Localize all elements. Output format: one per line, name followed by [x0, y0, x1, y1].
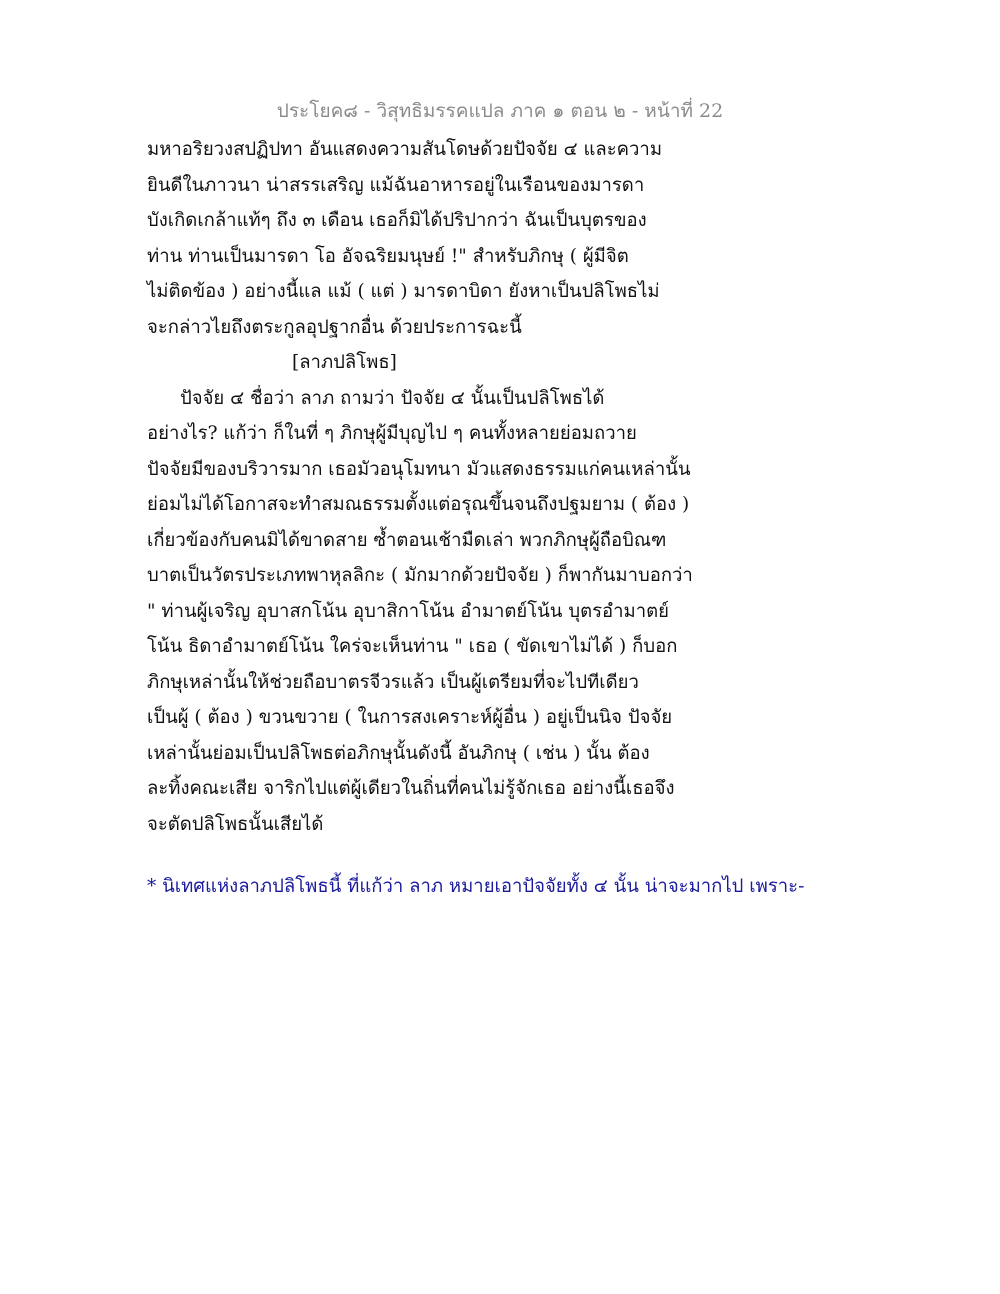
text-line: เหล่านั้นย่อมเป็นปลิโพธต่อภิกษุนั้นดังนี้ อันภิกษุ ( เช่น ) นั้น ต้อง	[147, 742, 650, 764]
text-line: ยินดีในภาวนา น่าสรรเสริญ แม้ฉันอาหารอยู่ในเรือนของมารดา	[147, 174, 645, 196]
text-line: จะตัดปลิโพธนั้นเสียได้	[147, 813, 324, 835]
text-line: ย่อมไม่ได้โอกาสจะทำสมณธรรมตั้งแต่อรุณขึ้นจนถึงปฐมยาม ( ต้อง )	[147, 494, 690, 515]
text-line: เกี่ยวข้องกับคนมิได้ขาดสาย ซ้ำตอนเช้ามืดเล่า พวกภิกษุผู้ถือบิณฑ	[147, 529, 667, 551]
text-line: ปัจจัยมีของบริวารมาก เธอมัวอนุโมทนา มัวแสดงธรรมแก่คนเหล่านั้น	[147, 458, 691, 480]
text-line: ภิกษุเหล่านั้นให้ช่วยถือบาตรจีวรแล้ว เป็นผู้เตรียมที่จะไปทีเดียว	[147, 671, 639, 693]
paragraph-first-line: ปัจจัย ๔ ชื่อว่า ลาภ ถามว่า ปัจจัย ๔ นั้นเป็นปลิโพธได้	[180, 387, 605, 409]
text-line: จะกล่าวไยถึงตระกูลอุปฐากอื่น ด้วยประการฉะนี้	[147, 316, 522, 338]
text-line: โน้น ธิดาอำมาตย์โน้น ใคร่จะเห็นท่าน " เธอ ( ขัดเขาไม่ได้ ) ก็บอก	[147, 636, 678, 657]
text-line: อย่างไร? แก้ว่า ก็ในที่ ๆ ภิกษุผู้มีบุญไป ๆ คนทั้งหลายย่อมถวาย	[147, 423, 637, 444]
body-text	[147, 132, 867, 842]
section-heading: [ลาภปลิโพธ]	[292, 352, 397, 373]
page-header: ประโยค๘ - วิสุทธิมรรคแปล ภาค ๑ ตอน ๒ - หน้าที่ 22	[276, 100, 724, 122]
text-line: บังเกิดเกล้าแท้ๆ ถึง ๓ เดือน เธอก็มิได้ปริปากว่า ฉันเป็นบุตรของ	[147, 210, 647, 231]
text-line: เป็นผู้ ( ต้อง ) ขวนขวาย ( ในการสงเคราะห์ผู้อื่น ) อยู่เป็นนิจ ปัจจัย	[147, 707, 673, 728]
text-line: " ท่านผู้เจริญ อุบาสกโน้น อุบาสิกาโน้น อำมาตย์โน้น บุตรอำมาตย์	[147, 600, 669, 622]
footnote: * นิเทศแห่งลาภปลิโพธนี้ ที่แก้ว่า ลาภ หมายเอาปัจจัยทั้ง ๔ นั้น น่าจะมากไป เพราะ-	[147, 876, 805, 897]
text-line: บาตเป็นวัตรประเภทพาหุลลิกะ ( มักมากด้วยปัจจัย ) ก็พากันมาบอกว่า	[147, 565, 693, 586]
text-line: ไม่ติดข้อง ) อย่างนี้แล แม้ ( แต่ ) มารดาบิดา ยังหาเป็นปลิโพธไม่	[147, 281, 660, 302]
text-line: ท่าน ท่านเป็นมารดา โอ อัจฉริยมนุษย์ !" สำหรับภิกษุ ( ผู้มีจิต	[147, 245, 629, 267]
text-line: มหาอริยวงสปฏิปทา อันแสดงความสันโดษด้วยปัจจัย ๔ และความ	[147, 139, 663, 160]
text-line: ละทิ้งคณะเสีย จาริกไปแต่ผู้เดียวในถิ่นที่คนไม่รู้จักเธอ อย่างนี้เธอจึง	[147, 778, 675, 799]
